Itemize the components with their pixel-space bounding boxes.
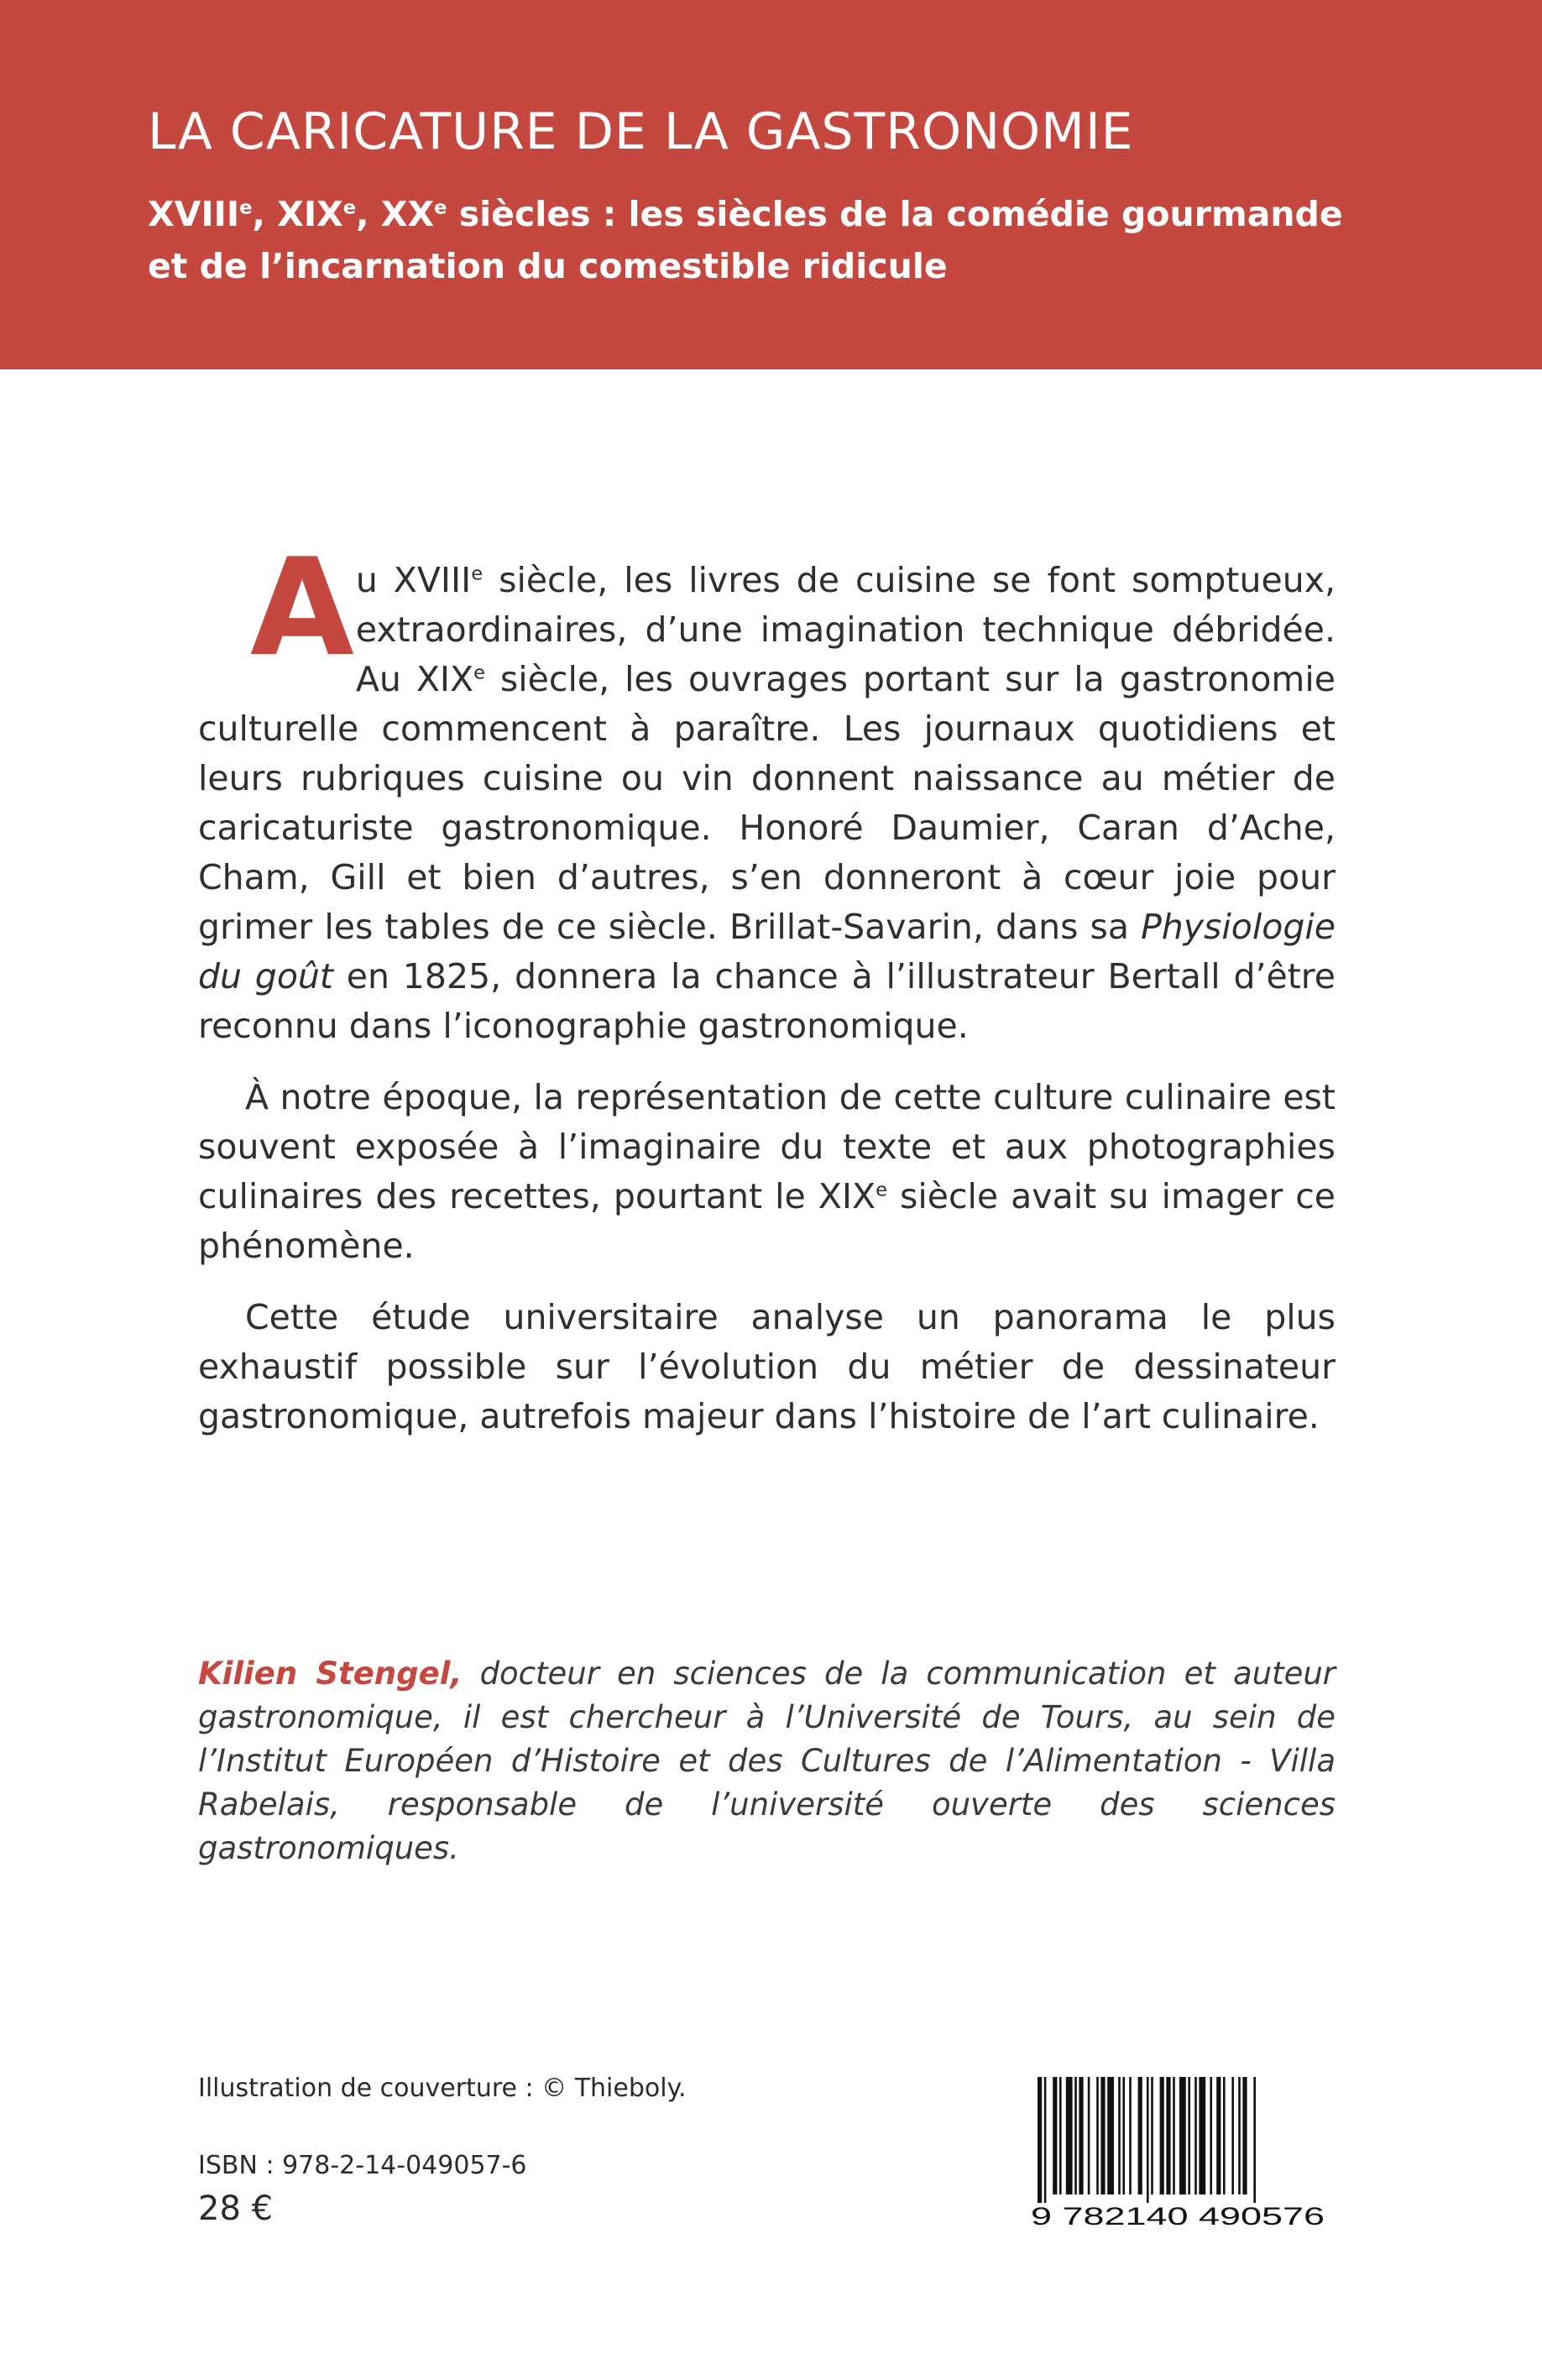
- price: 28 €: [198, 2189, 274, 2228]
- barcode-bar: [1079, 2077, 1083, 2194]
- barcode-bar: [1151, 2077, 1153, 2194]
- barcode-bar: [1122, 2077, 1125, 2194]
- century-20: XX: [380, 194, 435, 234]
- barcode-bar: [1173, 2077, 1175, 2194]
- barcode-bar: [1138, 2077, 1142, 2194]
- barcode-bar: [1179, 2077, 1186, 2194]
- century-18: XVIII: [148, 194, 240, 234]
- barcode: [1022, 2074, 1333, 2230]
- barcode-bar: [1088, 2077, 1090, 2194]
- barcode-bar: [1059, 2077, 1062, 2194]
- book-reference: Physiologie du goût: [198, 907, 1336, 996]
- subtitle-line1: siècles : les siècles de la comédie gourmande: [447, 194, 1343, 234]
- barcode-bar: [1242, 2077, 1247, 2194]
- subtitle-line2: et de l’incarnation du comestible ridicule: [148, 246, 948, 286]
- barcode-bar: [1194, 2077, 1197, 2194]
- barcode-bar: [1199, 2077, 1205, 2194]
- back-cover-blurb: [198, 529, 1336, 1463]
- author-name: Kilien Stengel,: [198, 1656, 463, 1692]
- barcode-bar: [1216, 2077, 1221, 2194]
- barcode-bar: [1096, 2077, 1099, 2194]
- author-bio: [198, 1652, 1336, 1870]
- barcode-bar: [1231, 2077, 1234, 2194]
- drop-cap-letter: A: [250, 529, 354, 686]
- barcode-digits: 9 782140 490576: [1031, 2203, 1325, 2230]
- barcode-bar: [1074, 2077, 1077, 2194]
- barcode-bar: [1147, 2077, 1149, 2203]
- barcode-bar: [1188, 2077, 1190, 2194]
- header-band: [0, 0, 1542, 369]
- barcode-bar: [1166, 2077, 1170, 2194]
- barcode-bar: [1253, 2077, 1256, 2203]
- barcode-bar: [1044, 2077, 1047, 2203]
- barcode-bar: [1066, 2077, 1073, 2194]
- barcode-bar: [1238, 2077, 1241, 2194]
- barcode-bar: [1223, 2077, 1226, 2194]
- paragraph-1: Au XVIIIe siècle, les livres de cuisine se font somptueux, extraordinaires, d’une imagination technique débridée. Au XIXe siècle, les ouvrages portant sur la gastronomie culturelle commencent à paraître. Les journaux quotidiens et leurs rubriques cuisine ou vin donnent naissance au métier de caricaturiste gastronomique. Honoré Daumier, Caran d’Ache, Cham, Gill et bien d’autres, s’en donneront à cœur joie pour grimer les tables de ce siècle. Brillat-Savarin, dans sa Physiologie du goût en 1825, donnera la chance à l’illustrateur Bertall d’être reconnu dans l’iconographie gastronomique.: [198, 529, 1336, 1046]
- barcode-bar: [1107, 2077, 1114, 2194]
- book-title: LA CARICATURE DE LA GASTRONOMIE: [148, 102, 1134, 161]
- barcode-bar: [1160, 2077, 1164, 2194]
- paragraph-3: Cette étude universitaire analyse un panorama le plus exhaustif possible sur l’évolution du métier de dessinateur gastronomique, autrefois majeur dans l’histoire de l’art culinaire.: [198, 1297, 1336, 1436]
- illustration-credit: Illustration de couverture : © Thieboly.: [198, 2074, 687, 2103]
- barcode-bar: [1118, 2077, 1121, 2194]
- century-19: XIX: [277, 194, 343, 234]
- barcode-bar: [1100, 2077, 1105, 2194]
- barcode-bar: [1129, 2077, 1132, 2194]
- book-subtitle: XVIIIe, XIXe, XXe siècles : les siècles de la comédie gourmande et de l’incarnation du comestible ridicule: [148, 194, 1343, 286]
- author-description: docteur en sciences de la communication et auteur gastronomique, il est chercheur à l’Université de Tours, au sein de l’Institut Européen d’Histoire et des Cultures de l’Alimentation - Villa Rabelais, responsable de l’université ouverte des sciences gastronomiques.: [198, 1656, 1336, 1866]
- isbn: ISBN : 978-2-14-049057-6: [198, 2151, 527, 2180]
- paragraph-2: À notre époque, la représentation de cette culture culinaire est souvent exposée à l’imaginaire du texte et aux photographies culinaires des recettes, pourtant le XIXe siècle avait su imager ce phénomène.: [198, 1077, 1336, 1266]
- barcode-bar: [1053, 2077, 1057, 2194]
- barcode-bar: [1210, 2077, 1212, 2194]
- barcode-bar: [1038, 2077, 1042, 2203]
